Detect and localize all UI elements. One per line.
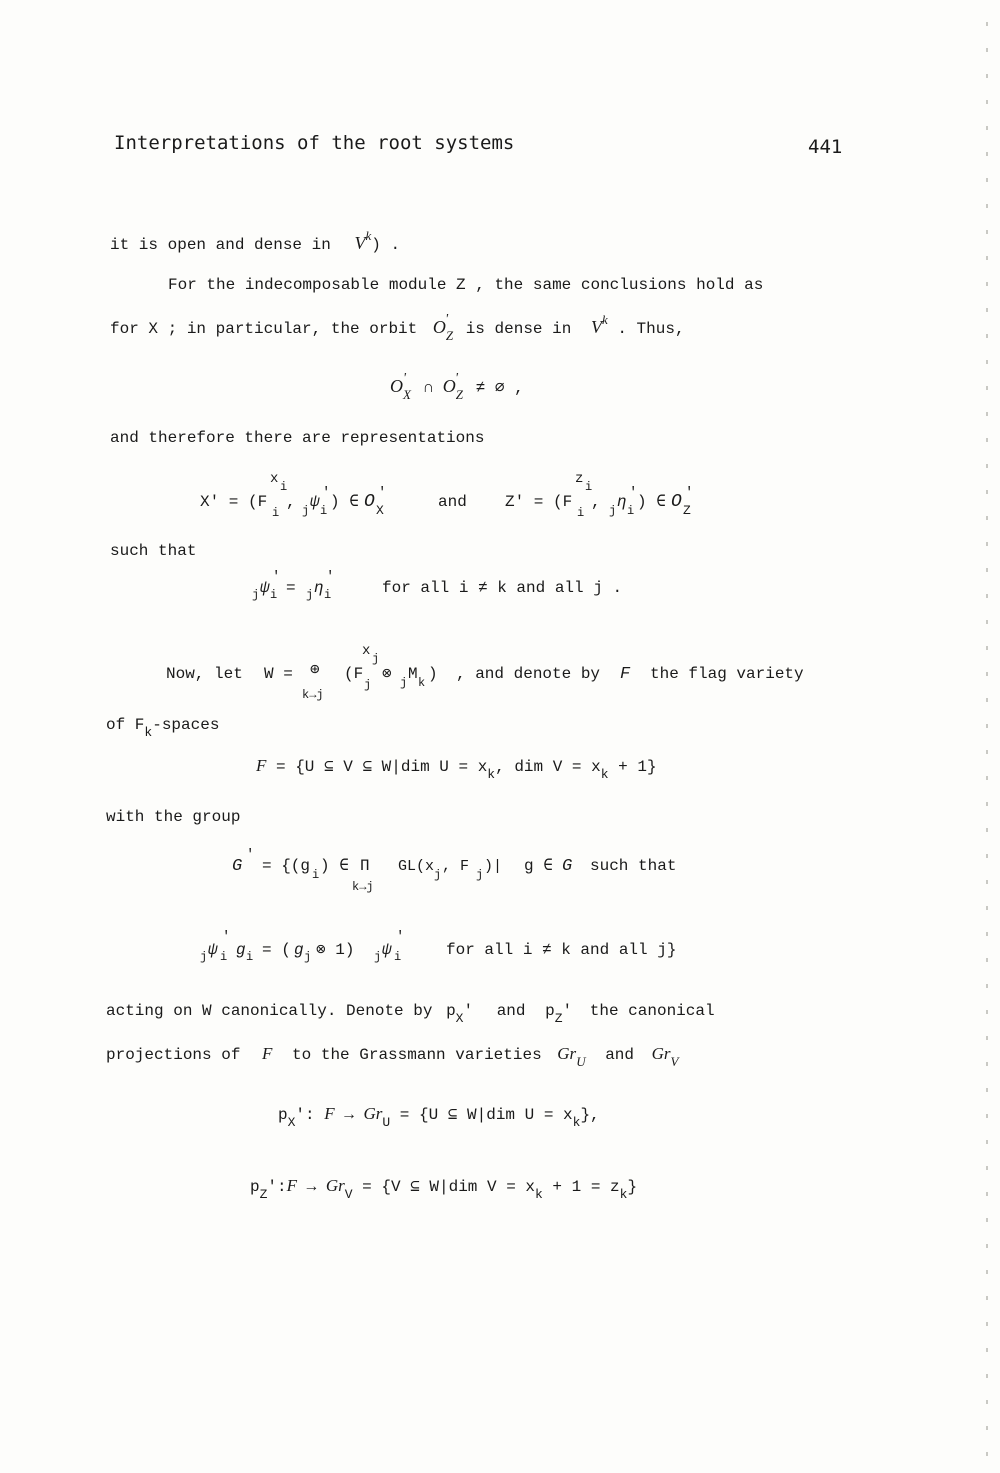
math-pz-def: = {V ⊆ W|dim V = x — [362, 1178, 536, 1196]
text-orbit: for X ; in particular, the orbit — [110, 320, 418, 338]
svg-text:i: i — [394, 950, 402, 964]
text-dense-in: is dense in — [465, 320, 572, 338]
svg-text:': ' — [246, 847, 255, 863]
svg-text:,: , — [591, 493, 601, 511]
svg-text:g: g — [236, 941, 246, 959]
svg-text:i: i — [324, 588, 332, 602]
svg-text:Π: Π — [360, 857, 370, 875]
text-of-F: of F — [106, 716, 145, 734]
text-such-that: such that — [110, 542, 197, 560]
text-grassmann: to the Grassmann varieties — [292, 1046, 542, 1064]
svg-text:i: i — [272, 506, 280, 520]
svg-text:i: i — [270, 588, 278, 602]
svg-text:= (: = ( — [262, 941, 291, 959]
page-number: 441 — [808, 136, 843, 158]
svg-text:': ' — [222, 929, 231, 945]
svg-text:k→j: k→j — [302, 688, 324, 702]
text-flag-variety: the flag variety — [650, 665, 804, 683]
math-flag-def: = {U ⊆ V ⊆ W|dim U = x — [276, 758, 488, 776]
svg-text:': ' — [396, 929, 405, 945]
math-group-def: = {(g — [262, 857, 311, 875]
svg-text:k: k — [418, 676, 426, 690]
text-canonical: the canonical — [589, 1002, 715, 1020]
svg-text:j: j — [304, 950, 312, 964]
svg-text:Z: Z — [683, 503, 691, 518]
svg-text:': ' — [685, 485, 694, 501]
math-orbit-OZ: $O_Z'$ — [432, 312, 454, 343]
math-g-in: g ∈ — [524, 857, 553, 875]
text-acting: acting on W canonically. Denote by — [106, 1002, 433, 1020]
text-close-paren: ) . — [371, 236, 401, 254]
equation-intersection — [390, 371, 524, 402]
text-spaces: -spaces — [152, 716, 220, 734]
text-now-let: Now, let — [166, 665, 243, 683]
math-g-cond-text: for all i ≠ k and all j} — [446, 941, 677, 959]
svg-text:': ' — [322, 485, 331, 501]
equation-W-definition — [160, 638, 840, 702]
text-projections: projections of — [106, 1046, 241, 1064]
svg-text:) ∈: ) ∈ — [637, 493, 666, 511]
svg-text:G: G — [232, 857, 243, 876]
math-psi: ψ — [310, 493, 320, 511]
page-edge-marks — [986, 0, 988, 1473]
math-cap: ∩ — [423, 379, 434, 397]
text-line-Fk-spaces: of $F_k$-spaces — [106, 716, 220, 740]
svg-text:i: i — [627, 504, 635, 518]
text-representations: and therefore there are representations — [110, 429, 485, 447]
svg-text:): ) — [428, 665, 438, 683]
svg-text:k→j: k→j — [352, 880, 374, 894]
math-variety-V: $V^k$ — [354, 228, 372, 253]
text-and: and — [496, 1002, 526, 1020]
math-flag-def-2: , dim V = x — [495, 758, 601, 776]
svg-text:z: z — [575, 471, 584, 487]
svg-text:G: G — [562, 857, 573, 876]
svg-text:O: O — [364, 492, 375, 512]
svg-text:i: i — [220, 950, 228, 964]
svg-text:M: M — [408, 665, 418, 683]
equation-psi-eta — [250, 568, 670, 608]
svg-text:': ' — [326, 569, 335, 585]
svg-text:j: j — [374, 950, 382, 964]
text-with-group: with the group — [106, 808, 241, 826]
svg-text:i: i — [246, 950, 254, 964]
svg-text:x: x — [362, 643, 371, 659]
svg-text:j: j — [609, 504, 617, 518]
math-exp-xi: x — [270, 471, 279, 487]
svg-text:': ' — [272, 569, 281, 585]
svg-text:W =: W = — [264, 665, 293, 683]
svg-text:': ' — [629, 485, 638, 501]
svg-text:⊗: ⊗ — [382, 665, 392, 683]
svg-text:i: i — [577, 506, 585, 520]
svg-text:j: j — [252, 588, 260, 602]
text-line-projections: projections of F to the Grassmann varieties $Gr_U$ and $Gr_V$ — [106, 1044, 679, 1069]
math-flag-def-3: + 1} — [608, 758, 657, 776]
math-X-prime: X' = (F — [200, 493, 268, 511]
svg-text:j: j — [200, 950, 208, 964]
math-such-that: such that — [590, 857, 677, 875]
equation-flag: F = {U ⊆ V ⊆ W|dim $U = x_k$, dim $V = x_k + 1$} — [256, 756, 657, 782]
svg-text:j: j — [400, 676, 408, 690]
math-Z-prime: Z' = (F — [505, 493, 573, 511]
text-for-all: for all i ≠ k and all j . — [382, 579, 623, 597]
equation-representations — [200, 462, 720, 532]
svg-text:(F: (F — [344, 665, 364, 683]
math-neq-empty: ≠ ∅ , — [475, 379, 524, 397]
svg-text:ψ: ψ — [260, 579, 270, 597]
text-line-acting: acting on W canonically. Denote by $p_X'$ and $p_Z'$ the canonical — [106, 1002, 715, 1026]
math-pz-def-2: + 1 = z — [542, 1178, 620, 1196]
svg-text:j: j — [372, 652, 380, 666]
svg-text:ψ: ψ — [382, 941, 392, 959]
svg-text:X: X — [376, 503, 384, 518]
text-open-dense: it is open and dense in — [110, 236, 331, 254]
svg-text:': ' — [378, 485, 387, 501]
svg-text:)|: )| — [484, 858, 503, 875]
svg-text:i: i — [312, 868, 320, 882]
svg-text:i: i — [280, 480, 288, 494]
text-thus: . Thus, — [617, 320, 685, 338]
svg-text:j: j — [434, 868, 442, 882]
math-gl: GL(x — [398, 858, 435, 875]
svg-text:) ∈: ) ∈ — [330, 493, 359, 511]
svg-text:) ∈: ) ∈ — [320, 857, 349, 875]
math-and: and — [438, 493, 467, 511]
svg-text:η: η — [314, 579, 324, 597]
math-V-k: $V^k$ — [590, 312, 608, 337]
svg-text:,: , — [286, 493, 296, 511]
svg-text:⊕: ⊕ — [310, 661, 320, 679]
svg-text:ψ: ψ — [208, 941, 218, 959]
svg-text:g: g — [294, 941, 304, 959]
text-indecomposable: For the indecomposable module Z , the same conclusions hold as — [168, 276, 764, 294]
math-flag-F: F — [620, 665, 631, 684]
svg-text:j: j — [306, 588, 314, 602]
svg-text:=: = — [286, 579, 296, 597]
equation-g-condition — [198, 926, 718, 970]
text-denote: , and denote by — [456, 665, 601, 683]
svg-text:⊗ 1): ⊗ 1) — [316, 941, 355, 959]
svg-text:i: i — [320, 504, 328, 518]
running-title: Interpretations of the root systems — [114, 132, 515, 154]
svg-text:i: i — [585, 480, 593, 494]
equation-pX-map: $p_X'$: $F \to Gr_U = \{U$ ⊆ W|dim $U = x_k$}, — [278, 1104, 600, 1130]
equation-pZ-map: $p_Z':F \to Gr_V = \{V$ ⊆ W|dim $V = x_k + 1 = z_k$} — [250, 1176, 638, 1202]
math-OX-prime: $O_X'$ — [390, 371, 411, 402]
svg-text:, F: , F — [442, 858, 470, 875]
svg-text:O: O — [671, 492, 682, 512]
text-line-open-dense — [110, 228, 401, 254]
math-OZ-prime: $O_Z'$ — [442, 371, 464, 402]
svg-text:j: j — [302, 504, 310, 518]
equation-group — [228, 846, 708, 896]
text-and-2: and — [605, 1046, 634, 1064]
math-px-def: = {U ⊆ W|dim U = x — [399, 1106, 573, 1124]
svg-text:j: j — [364, 678, 372, 692]
text-line-orbit — [110, 312, 685, 343]
math-eta: η — [617, 493, 627, 511]
svg-text:j: j — [476, 868, 484, 882]
